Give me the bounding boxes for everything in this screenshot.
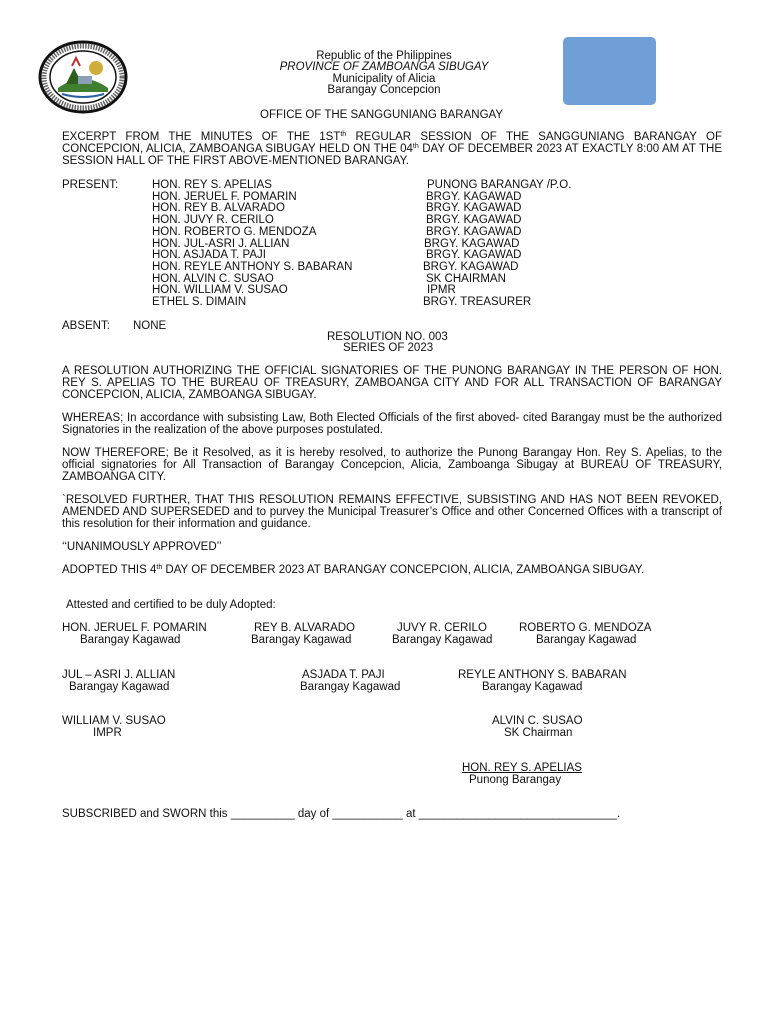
- present-member-name: HON. ALVIN C. SUSAO: [152, 272, 274, 285]
- signatory-name: REY B. ALVARADO: [254, 622, 355, 634]
- present-member-position: BRGY. KAGAWAD: [423, 260, 519, 273]
- whereas-paragraph: WHEREAS; In accordance with subsisting Law, Both Elected Officials of the first aboved- cited Barangay must be the authorized Signatories in the realization of the above purposes postulated.: [62, 412, 722, 436]
- signatory-name: JUVY R. CERILO: [397, 622, 487, 634]
- present-member-position: SK CHAIRMAN: [426, 272, 506, 285]
- attested-line: Attested and certified to be duly Adopted:: [66, 599, 276, 611]
- adopted-line: ADOPTED THIS 4th DAY OF DECEMBER 2023 AT BARANGAY CONCEPCION, ALICIA, ZAMBOANGA SIBUGAY.: [62, 564, 645, 576]
- header-barangay: Barangay Concepcion: [327, 84, 441, 96]
- barangay-seal-logo: [38, 40, 128, 114]
- present-member-position: BRGY. KAGAWAD: [426, 190, 522, 203]
- day-blank: __________: [230, 808, 295, 820]
- signatory-title: IMPR: [93, 727, 122, 739]
- month-blank: ___________: [332, 808, 403, 820]
- signatory-name: ROBERTO G. MENDOZA: [519, 622, 652, 634]
- present-member-position: BRGY. KAGAWAD: [424, 237, 520, 250]
- punong-barangay-name: HON. REY S. APELIAS: [462, 762, 582, 774]
- present-member-position: BRGY. KAGAWAD: [426, 249, 522, 262]
- present-member-position: BRGY. KAGAWAD: [426, 214, 522, 227]
- place-blank: _______________________________.: [418, 808, 621, 820]
- resolution-number: RESOLUTION NO. 003: [327, 331, 448, 343]
- signatory-title: Barangay Kagawad: [536, 634, 637, 646]
- present-member-name: ETHEL S. DIMAIN: [152, 296, 247, 308]
- absent-label: ABSENT:: [62, 320, 110, 332]
- signatory-title: SK Chairman: [504, 727, 573, 739]
- present-member-name: HON. REY S. APELIAS: [152, 179, 272, 191]
- subscribed-sworn-line: SUBSCRIBED and SWORN this __________ day of ___________ at _______________________________.: [62, 808, 621, 820]
- signatory-name: ALVIN C. SUSAO: [492, 715, 583, 727]
- present-member-name: HON. REYLE ANTHONY S. BABARAN: [152, 260, 353, 273]
- absent-value: NONE: [133, 320, 167, 332]
- present-label: PRESENT:: [62, 179, 119, 191]
- signatory-title: Barangay Kagawad: [482, 681, 583, 693]
- signatory-name: REYLE ANTHONY S. BABARAN: [458, 669, 627, 681]
- signatory-name: WILLIAM V. SUSAO: [62, 715, 166, 727]
- excerpt-paragraph: EXCERPT FROM THE MINUTES OF THE $1ST^{th}$ REGULAR SESSION OF THE SANGGUNIANG BARANGAY OF CONCEPCION, ALICIA, ZAMBOANGA SIBUGAY HELD ON THE 04th DAY OF DECEMBER 2023 AT EXACTLY 8:00 AM AT THE SESSION HALL OF THE FIRST ABOVE-MENTIONED BARANGAY.: [62, 131, 722, 167]
- present-member-name: HON. JUVY R. CERILO: [152, 214, 274, 227]
- present-member-name: HON. ASJADA T. PAJI: [152, 249, 266, 262]
- signatory-name: ASJADA T. PAJI: [302, 669, 385, 681]
- present-member-position: BRGY. KAGAWAD: [426, 202, 522, 215]
- header-province: PROVINCE OF ZAMBOANGA SIBUGAY: [279, 61, 489, 73]
- now-therefore-paragraph: NOW THEREFORE; Be it Resolved, as it is hereby resolved, to authorize the Punong Barangay Hon. Rey S. Apelias, to the official signatories for All Transaction of Barangay Concepcion, Alicia, Zamboanga Sibugay at BUREAU OF TREASURY, ZAMBOANGA CITY.: [62, 447, 722, 483]
- present-member-position: PUNONG BARANGAY /P.O.: [427, 179, 572, 191]
- resolution-title: A RESOLUTION AUTHORIZING THE OFFICIAL SIGNATORIES OF THE PUNONG BARANGAY IN THE PERSON OF HON. REY S. APELIAS TO THE BUREAU OF TREASURY, ZAMBOANGA CITY AND FOR ALL TRANSACTION OF BARANGAY CONCEPCION, ALICIA, ZAMBOANGA SIBUGAY.: [62, 365, 722, 401]
- present-member-name: HON. REY B. ALVARADO: [152, 202, 285, 215]
- signatory-title: Barangay Kagawad: [300, 681, 401, 693]
- resolved-further-paragraph: `RESOLVED FURTHER, THAT THIS RESOLUTION REMAINS EFFECTIVE, SUBSISTING AND HAS NOT BEEN REVOKED, AMENDED AND SUPERSEDED and to purvey the Municipal Treasurer’s Office and other Concerned Offices with a transcript of this resolution for their information and guidance.: [62, 494, 722, 530]
- signatory-name: JUL – ASRI J. ALLIAN: [62, 669, 176, 681]
- present-member-position: BRGY. KAGAWAD: [426, 225, 522, 238]
- present-member-name: HON. ROBERTO G. MENDOZA: [152, 225, 317, 238]
- office-title: OFFICE OF THE SANGGUNIANG BARANGAY: [260, 109, 504, 121]
- resolution-series: SERIES OF 2023: [343, 342, 434, 354]
- signatory-title: Barangay Kagawad: [392, 634, 493, 646]
- signatory-title: Barangay Kagawad: [251, 634, 352, 646]
- present-member-name: HON. WILLIAM V. SUSAO: [152, 284, 288, 297]
- signatory-name: HON. JERUEL F. POMARIN: [62, 622, 207, 634]
- header-republic: Republic of the Philippines: [316, 50, 452, 62]
- signatory-title: Barangay Kagawad: [80, 634, 181, 646]
- present-member-position: BRGY. TREASURER: [423, 296, 532, 308]
- present-member-position: IPMR: [427, 284, 456, 297]
- unanimously-approved: ‘‘UNANIMOUSLY APPROVED’’: [62, 541, 222, 553]
- punong-barangay-title: Punong Barangay: [469, 774, 562, 786]
- present-member-name: HON. JUL-ASRI J. ALLIAN: [152, 237, 290, 250]
- signatory-title: Barangay Kagawad: [69, 681, 170, 693]
- photo-placeholder: [563, 37, 656, 105]
- header-municipality: Municipality of Alicia: [332, 73, 436, 85]
- present-member-name: HON. JERUEL F. POMARIN: [152, 190, 297, 203]
